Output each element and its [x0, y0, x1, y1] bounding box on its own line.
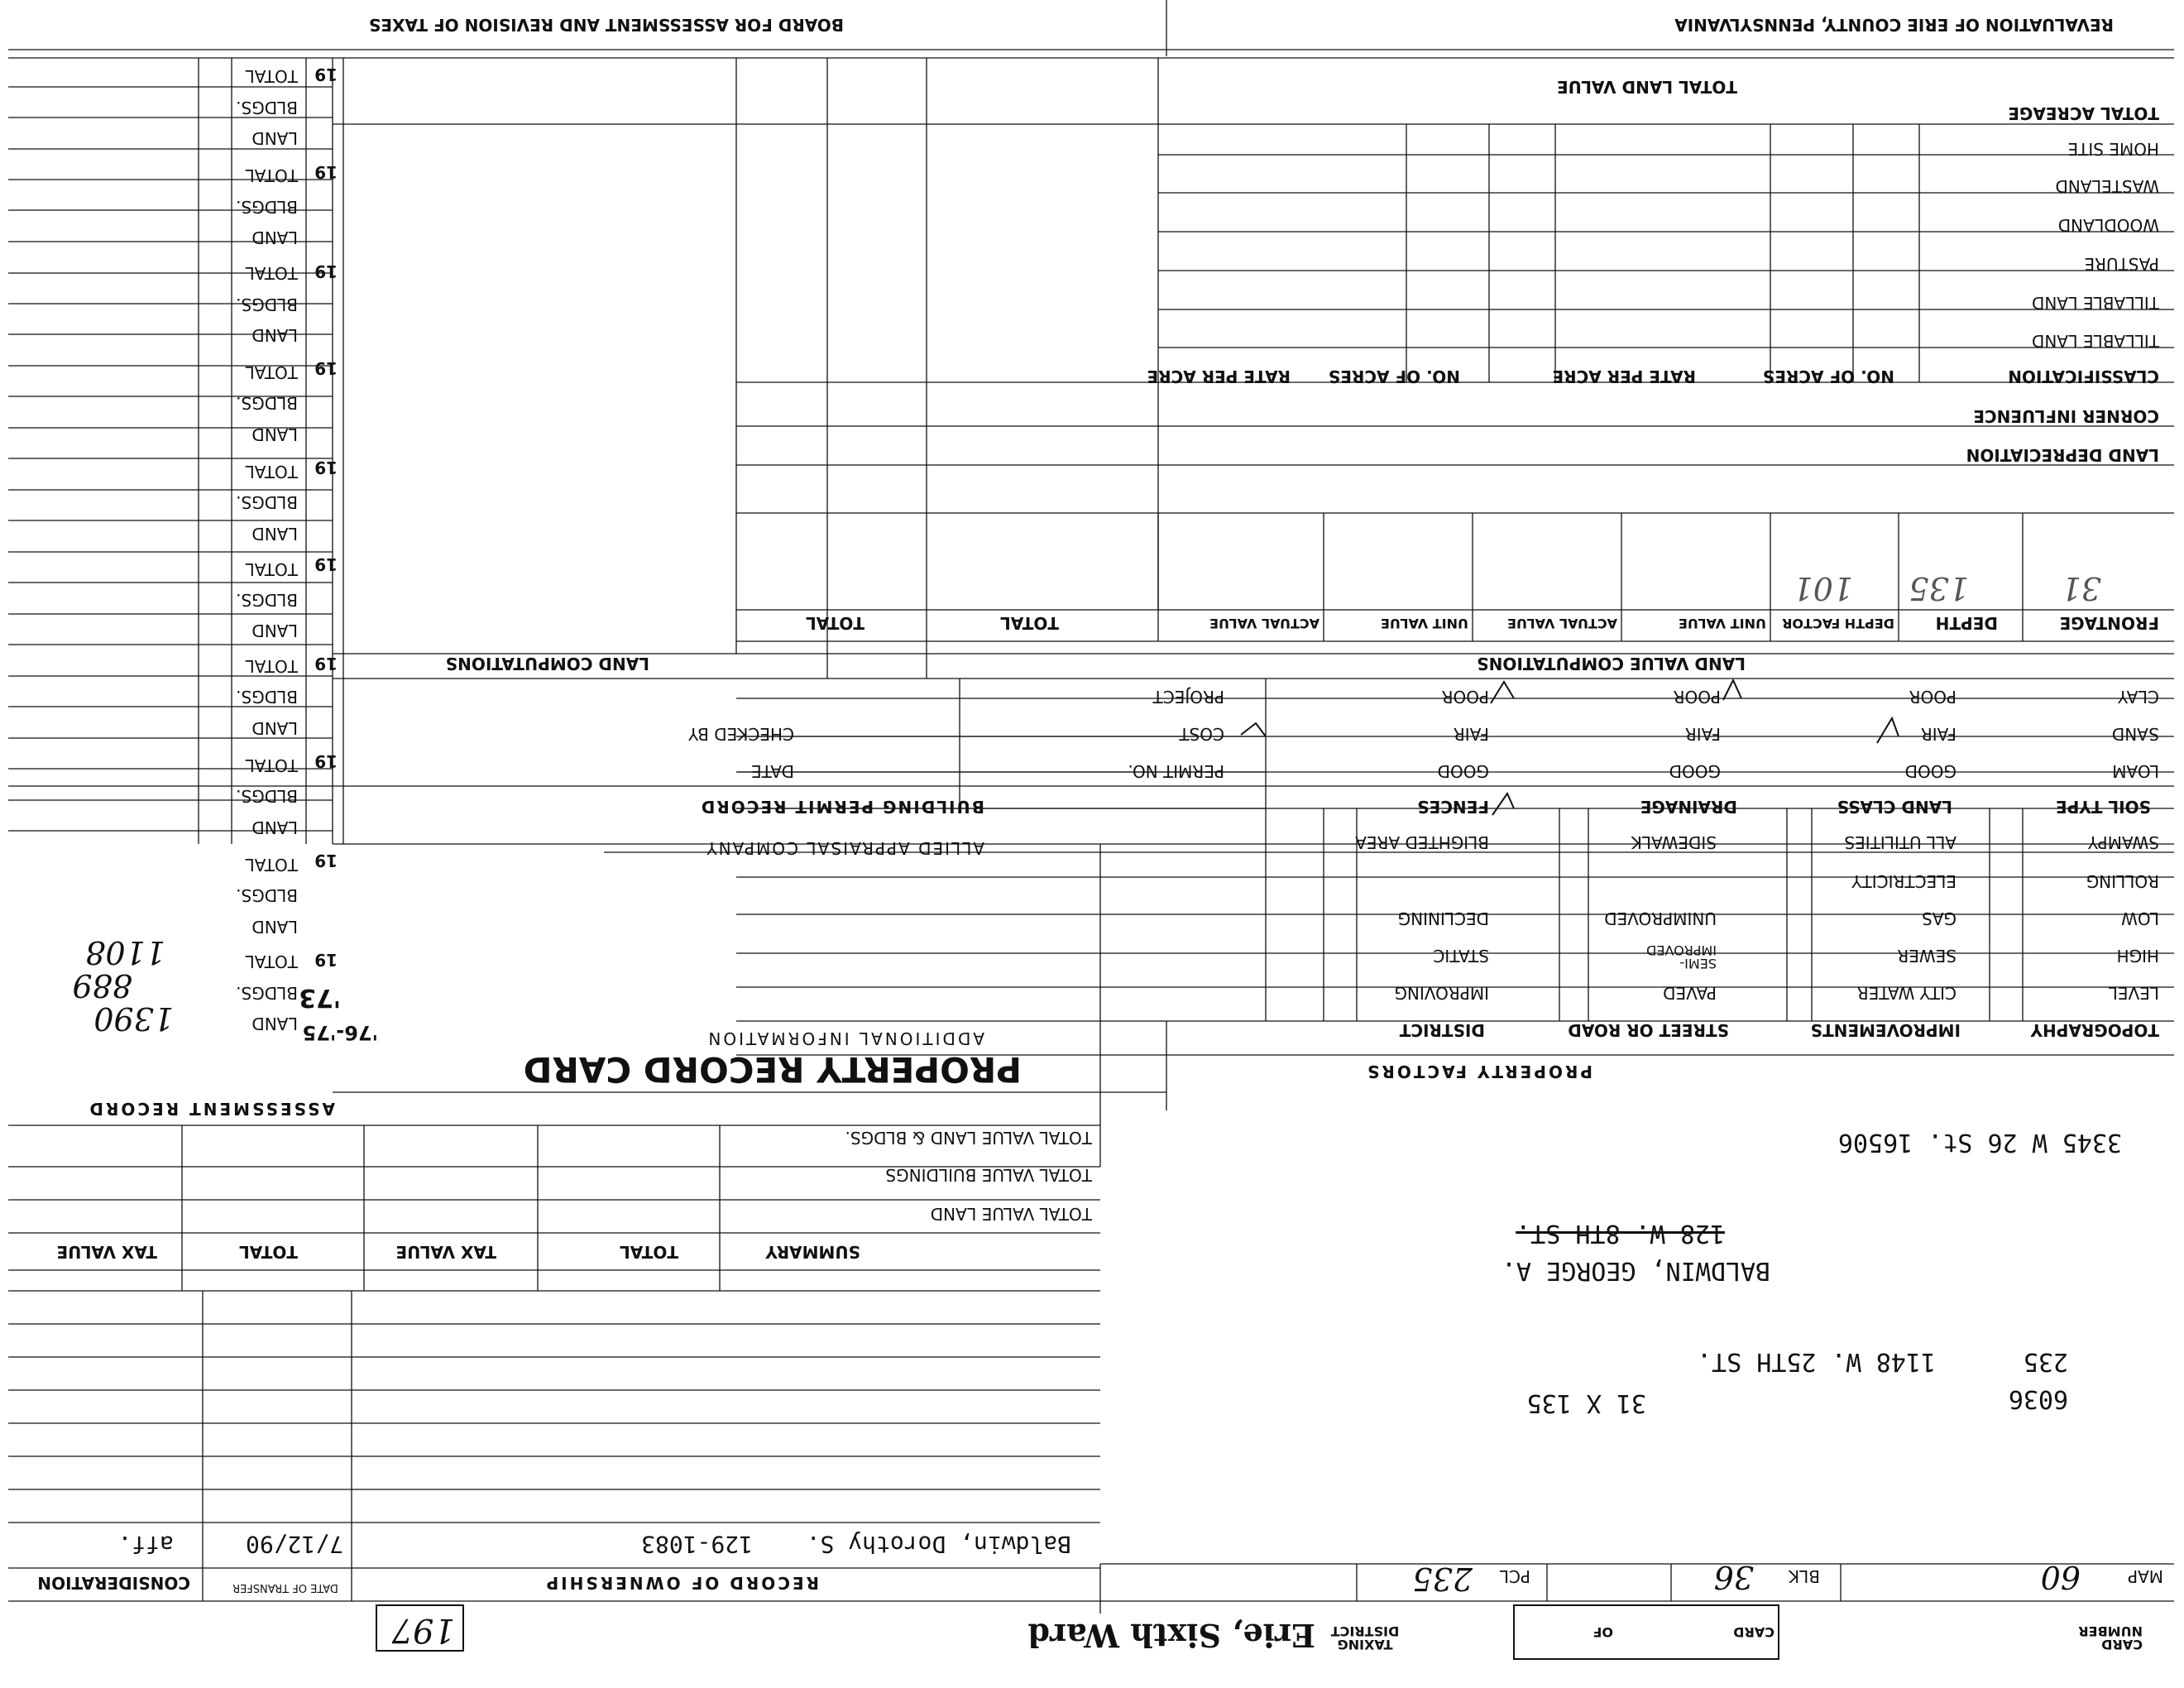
impr-all-utilities: ALL UTILITIES	[1844, 832, 1956, 852]
building-permit-title: BUILDING PERMIT RECORD	[699, 797, 984, 817]
property-record-card-title: PROPERTY RECORD CARD	[523, 1049, 1022, 1090]
assessment-label-bldgs-10: BLDGS.	[236, 983, 298, 1003]
assessment-land-value: 1390	[93, 1000, 174, 1037]
hand-depth: 135	[1909, 570, 1969, 607]
owner-name-original: BALDWIN, GEORGE A.	[1501, 1256, 1770, 1285]
frontage-col: FRONTAGE	[2059, 613, 2159, 633]
fences-good: GOOD	[1437, 761, 1489, 781]
year-19-g: 19	[314, 654, 338, 674]
topo-level: LEVEL	[2108, 983, 2159, 1003]
total-land-value-label: TOTAL LAND VALUE	[1557, 77, 1737, 97]
topo-high: HIGH	[2116, 946, 2159, 966]
street-unimproved: UNIMPROVED	[1604, 909, 1717, 928]
assessment-label-total-4: TOTAL	[245, 362, 298, 382]
improvements-header: IMPROVEMENTS	[1810, 1020, 1961, 1040]
summary-row-buildings: TOTAL VALUE BUILDINGS	[885, 1165, 1092, 1185]
year-19-j: 19	[314, 950, 338, 970]
assessment-label-land-1: LAND	[251, 128, 298, 148]
parcel-id: 6036	[2008, 1384, 2068, 1413]
assessment-label-land-7: LAND	[251, 718, 298, 738]
assessment-label-land-2: LAND	[251, 228, 298, 247]
assessment-label-total-3: TOTAL	[245, 263, 298, 283]
owner-name: Baldwin, Dorothy S.	[806, 1531, 1071, 1558]
total-col-2: TOTAL	[806, 613, 864, 633]
taxing-district-label: TAXING DISTRICT	[1330, 1623, 1400, 1652]
summary-row-land-bldgs: TOTAL VALUE LAND & BLDGS.	[845, 1128, 1092, 1148]
soil-row-loam: LOAM	[2112, 761, 2159, 781]
assessment-label-bldgs-6: BLDGS.	[236, 590, 298, 610]
impr-city-water: CITY WATER	[1856, 983, 1956, 1003]
assessment-label-total-7: TOTAL	[245, 656, 298, 676]
assessment-label-land-4: LAND	[251, 424, 298, 444]
land-class-good: GOOD	[1904, 761, 1956, 781]
year-19-a: 19	[314, 65, 338, 84]
property-factors-title: PROPERTY FACTORS	[1365, 1062, 1592, 1081]
actual-value-col-2: ACTUAL VALUE	[1209, 616, 1320, 631]
summary-row-land: TOTAL VALUE LAND	[930, 1204, 1092, 1224]
unit-value-col-1: UNIT VALUE	[1678, 616, 1766, 631]
assessment-year-73: '73	[299, 983, 341, 1012]
header-revaluation: REVALUATION OF ERIE COUNTY, PENNSYLVANIA	[1674, 15, 2114, 35]
year-19-d: 19	[314, 358, 338, 378]
assessment-record-title: ASSESSMENT RECORD	[87, 1099, 335, 1119]
topo-rolling: ROLLING	[2086, 871, 2159, 891]
acreage-label-2: WASTELAND	[2055, 176, 2159, 196]
hand-frontage: 31	[2061, 570, 2101, 607]
lot-street: 1148 W. 25TH ST.	[1697, 1347, 1936, 1376]
owner-deed: 129-1083	[641, 1531, 753, 1558]
map-number: 60	[2040, 1559, 2081, 1595]
permit-project: PROJECT	[1152, 687, 1224, 707]
fences-fair: FAIR	[1453, 724, 1489, 744]
current-address: 3345 W 26 St. 16506	[1837, 1128, 2122, 1157]
assessment-label-total-8: TOTAL	[245, 755, 298, 775]
drainage-good: GOOD	[1669, 761, 1721, 781]
ownership-consideration-col: CONSIDERATION	[37, 1573, 190, 1593]
permit-number: PERMIT NO.	[1128, 761, 1224, 781]
permit-checked-by: CHECKED BY	[688, 724, 794, 744]
depth-factor-col: DEPTH FACTOR	[1782, 616, 1894, 631]
soil-row-clay: CLAY	[2118, 687, 2159, 707]
assessment-label-total-1: TOTAL	[245, 66, 298, 86]
hand-depth-factor: 101	[1793, 570, 1853, 607]
impr-sewer: SEWER	[1897, 946, 1956, 966]
lot-number: 235	[2023, 1347, 2068, 1376]
ownership-title: RECORD OF OWNERSHIP	[544, 1573, 819, 1593]
blk-label: BLK	[1789, 1566, 1820, 1586]
rate-per-acre-label-2: RATE PER ACRE	[1147, 367, 1291, 386]
summary-header: SUMMARY	[765, 1242, 860, 1262]
permit-cost: COST	[1179, 724, 1224, 744]
taxing-district-name: Erie, Sixth Ward	[1027, 1617, 1315, 1654]
assessment-label-total-10: TOTAL	[245, 952, 298, 971]
card-number-label: CARD NUMBER	[2078, 1623, 2143, 1652]
year-19-e: 19	[314, 458, 338, 477]
corner-influence-label: CORNER INFLUENCE	[1973, 406, 2159, 426]
classification-label: CLASSIFICATION	[2008, 367, 2159, 386]
header-board: BOARD FOR ASSESSMENT AND REVISION OF TAXES	[368, 15, 844, 35]
street-sidewalk: SIDEWALK	[1631, 832, 1717, 852]
assessment-label-land-5: LAND	[251, 524, 298, 544]
soil-type-header: SOIL TYPE	[2056, 797, 2151, 817]
impr-electricity: ELECTRICITY	[1851, 871, 1956, 891]
assessment-label-bldgs-2: BLDGS.	[236, 197, 298, 217]
fences-poor: POOR	[1441, 687, 1489, 707]
topography-header: TOPOGRAPHY	[2030, 1020, 2159, 1040]
lot-dimensions: 31 X 135	[1526, 1388, 1646, 1417]
permit-date: DATE	[750, 761, 794, 781]
drainage-header: DRAINAGE	[1640, 797, 1737, 817]
district-blighted: BLIGHTED AREA	[1355, 832, 1489, 852]
owner-consideration: aff.	[117, 1531, 174, 1558]
no-acres-label-1: NO. OF ACRES	[1762, 367, 1894, 386]
soil-row-sand: SAND	[2111, 724, 2159, 744]
land-class-header: LAND CLASS	[1837, 797, 1952, 817]
additional-information: ADDITIONAL INFORMATION	[706, 1029, 984, 1048]
topo-swampy: SWAMPY	[2087, 832, 2159, 852]
total-col-1: TOTAL	[1000, 613, 1059, 633]
drainage-fair: FAIR	[1684, 724, 1721, 744]
assessment-label-bldgs-1: BLDGS.	[236, 98, 298, 117]
rate-per-acre-label-1: RATE PER ACRE	[1552, 367, 1696, 386]
district-header: DISTRICT	[1399, 1020, 1485, 1040]
assessment-label-bldgs-7: BLDGS.	[236, 687, 298, 707]
old-address: 128 W. 8TH ST.	[1516, 1219, 1725, 1248]
assessment-year-76-75: '76-'75	[302, 1021, 378, 1044]
assessment-label-bldgs-4: BLDGS.	[236, 393, 298, 413]
blk-number: 36	[1713, 1559, 1754, 1595]
ownership-date-col: DATE OF TRANSFER	[232, 1581, 338, 1594]
fences-header: FENCES	[1417, 797, 1489, 817]
assessment-label-land-3: LAND	[251, 325, 298, 345]
assessment-label-land-9: LAND	[251, 917, 298, 937]
assessment-label-total-5: TOTAL	[245, 462, 298, 482]
summary-col-tax-2: TAX VALUE	[56, 1242, 157, 1262]
district-static: STATIC	[1433, 946, 1489, 966]
assessment-label-land-10: LAND	[251, 1014, 298, 1033]
owner-transfer-date: 7/12/90	[245, 1531, 343, 1558]
year-19-f: 19	[314, 554, 338, 574]
district-improving: IMPROVING	[1394, 983, 1489, 1003]
assessment-label-bldgs-5: BLDGS.	[236, 492, 298, 512]
no-acres-label-2: NO. OF ACRES	[1328, 367, 1460, 386]
year-19-b: 19	[314, 162, 338, 182]
street-paved: PAVED	[1663, 983, 1717, 1003]
street-semi-improved: SEMI-IMPROVED	[1646, 942, 1717, 971]
summary-col-total-2: TOTAL	[239, 1242, 298, 1262]
assessment-label-total-9: TOTAL	[245, 855, 298, 875]
year-19-i: 19	[314, 851, 338, 870]
year-19-c: 19	[314, 261, 338, 281]
summary-col-tax-1: TAX VALUE	[395, 1242, 496, 1262]
pcl-number: 235	[1412, 1561, 1473, 1597]
district-declining: DECLINING	[1397, 909, 1489, 928]
assessment-label-land-8: LAND	[251, 818, 298, 837]
card-label: CARD	[1733, 1624, 1774, 1640]
topo-low: LOW	[2121, 909, 2159, 928]
actual-value-col-1: ACTUAL VALUE	[1507, 616, 1617, 631]
unit-value-col-2: UNIT VALUE	[1380, 616, 1468, 631]
stamp-number: 197	[391, 1611, 455, 1649]
assessment-label-bldgs-8: BLDGS.	[236, 786, 298, 806]
acreage-label-1: HOME SITE	[2067, 139, 2159, 159]
land-class-poor: POOR	[1909, 687, 1956, 707]
land-class-fair: FAIR	[1920, 724, 1956, 744]
land-computations-title: LAND COMPUTATIONS	[445, 654, 649, 674]
acreage-label-3: WOODLAND	[2057, 215, 2159, 235]
street-road-header: STREET OR ROAD	[1568, 1020, 1729, 1040]
allied-appraisal: ALLIED APPRAISAL COMPANY	[705, 838, 984, 858]
depth-col: DEPTH	[1935, 613, 1998, 633]
assessment-label-total-6: TOTAL	[245, 559, 298, 579]
acreage-label-5: TILLABLE LAND	[2031, 293, 2159, 313]
year-19-h: 19	[314, 751, 338, 771]
pcl-label: PCL	[1499, 1566, 1530, 1586]
of-label: OF	[1592, 1624, 1613, 1640]
acreage-label-4: PASTURE	[2084, 254, 2159, 274]
impr-gas: GAS	[1922, 909, 1956, 928]
assessment-bldgs-value: 889	[72, 967, 132, 1004]
land-value-computations-title: LAND VALUE COMPUTATIONS	[1477, 654, 1746, 674]
assessment-total-value: 1108	[85, 934, 165, 971]
acreage-label-0: TOTAL ACREAGE	[2008, 103, 2159, 123]
summary-col-total-1: TOTAL	[620, 1242, 678, 1262]
map-label: MAP	[2128, 1566, 2163, 1586]
assessment-label-bldgs-3: BLDGS.	[236, 295, 298, 314]
acreage-label-6: TILLABLE LAND	[2031, 331, 2159, 351]
land-depreciation-label: LAND DEPRECIATION	[1966, 445, 2159, 465]
assessment-label-land-6: LAND	[251, 621, 298, 640]
assessment-label-bldgs-9: BLDGS.	[236, 885, 298, 905]
assessment-label-total-2: TOTAL	[245, 165, 298, 185]
drainage-poor: POOR	[1673, 687, 1721, 707]
